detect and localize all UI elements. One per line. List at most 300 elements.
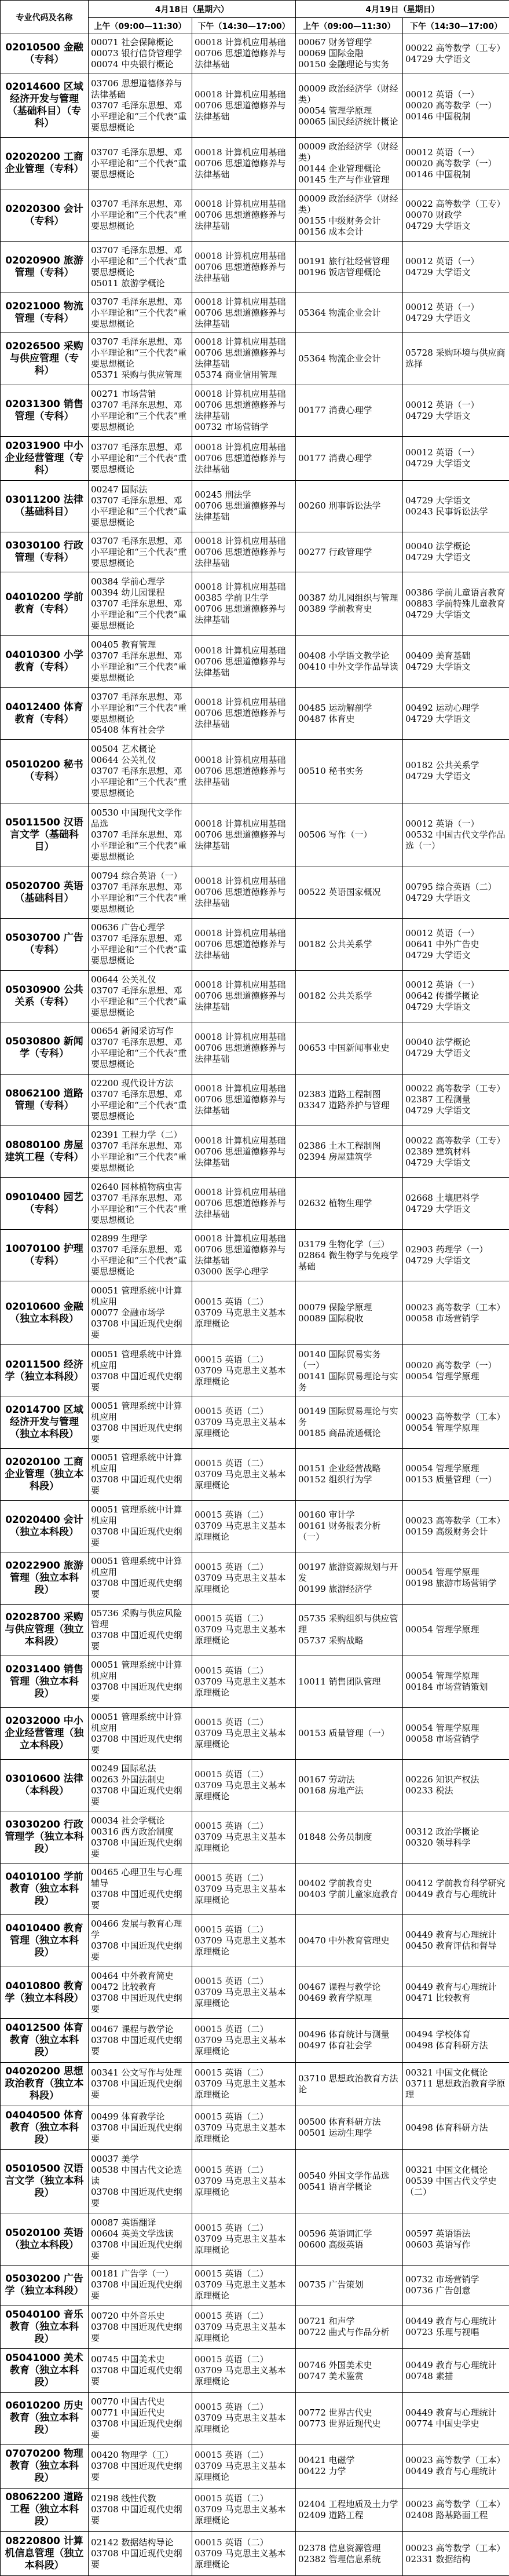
header-row-dates	[1, 1, 509, 18]
table-row	[1, 1967, 509, 2018]
table-row	[1, 1281, 509, 1345]
major-cell: 07070200 物理教育（独立本科段）	[1, 2445, 89, 2488]
exam-cell-day2-pm: 00494 学校体育 00498 体育科研方法	[403, 2019, 509, 2062]
exam-cell-day1-pm: 00018 计算机应用基础 00706 思想道德修养与法律基础 05374 商业信用管理	[192, 333, 296, 385]
exam-cell-day2-am: 02383 道路工程制图 03347 道路养护与管理	[296, 1074, 403, 1126]
exam-cell-day2-pm: 00182 公共关系学 04729 大学语文	[403, 739, 509, 803]
schedule-body	[1, 34, 509, 2576]
exam-cell-day2-pm: 00023 高等数学（工本） 00058 市场营销学	[403, 1281, 509, 1345]
exam-cell-day2-am: 00079 保险学原理 00089 国际税收	[296, 1281, 403, 1345]
exam-cell-day2-am: 00470 中外教育管理史	[296, 1915, 403, 1967]
table-row	[1, 189, 509, 241]
major-cell: 05030800 新闻学（专科）	[1, 1022, 89, 1074]
table-row	[1, 1811, 509, 1863]
exam-cell-day2-am: 00009 政治经济学（财经类） 00054 管理学原理 00065 国民经济统计概论	[296, 74, 403, 137]
table-row	[1, 739, 509, 803]
exam-cell-day1-am: 00087 英语翻译 00604 英美文学选读 03708 中国近现代史纲要	[89, 2213, 192, 2265]
exam-cell-day1-am: 00636 广告心理学 03707 毛泽东思想、邓小平理论和“三个代表”重要思想概论	[89, 919, 192, 970]
exam-cell-day2-am: 00067 财务管理学 00069 国际金融 00150 金融理论与实务	[296, 34, 403, 74]
exam-cell-day1-am: 03707 毛泽东思想、邓小平理论和“三个代表”重要思想概论	[89, 137, 192, 189]
exam-cell-day2-am: 02404 工程地质及土力学 02409 道路工程	[296, 2488, 403, 2531]
exam-cell-day1-am: 00051 管理系统中计算机应用 03708 中国近现代史纲要	[89, 1500, 192, 1552]
table-row	[1, 919, 509, 970]
exam-cell-day1-am: 03707 毛泽东思想、邓小平理论和“三个代表”重要思想概论	[89, 532, 192, 572]
exam-cell-day1-pm: 00018 计算机应用基础 00706 思想道德修养与法律基础	[192, 532, 296, 572]
exam-cell-day2-pm: 00449 教育与心理统计 00723 乐理与视唱	[403, 2305, 509, 2348]
exam-cell-day1-am: 00051 管理系统中计算机应用 03708 中国近现代史纲要	[89, 1449, 192, 1500]
major-cell: 02010600 金融（独立本科段）	[1, 1281, 89, 1345]
exam-cell-day2-am: 00177 消费心理学	[296, 385, 403, 436]
slot-header-day1-pm: 下午（14:30—17:00）	[192, 18, 296, 34]
table-row	[1, 2150, 509, 2213]
table-row	[1, 1915, 509, 1967]
table-row	[1, 688, 509, 739]
exam-cell-day1-am: 03707 毛泽东思想、邓小平理论和“三个代表”重要思想概论	[89, 293, 192, 333]
exam-cell-day2-pm: 00023 高等数学（工本） 00159 高级财务会计	[403, 1500, 509, 1552]
date-header-day2: 4月19日（星期日）	[296, 1, 509, 18]
exam-cell-day2-am: 02378 信息资源管理 02382 管理信息系统	[296, 2532, 403, 2576]
exam-cell-day2-pm: 05728 采购环境与供应商选择	[403, 333, 509, 385]
exam-cell-day1-pm: 00015 英语（二） 03709 马克思主义基本原理概论	[192, 1500, 296, 1552]
exam-cell-day2-pm: 00022 高等数学（工专） 02387 工程测量 04729 大学语文	[403, 1074, 509, 1126]
major-cell: 08080100 房屋建筑工程（专科）	[1, 1126, 89, 1177]
exam-cell-day1-pm: 00015 英语（二） 03709 马克思主义基本原理概论	[192, 1915, 296, 1967]
exam-cell-day2-pm: 00386 学前儿童语言教育 00883 学前特殊儿童教育 04729 大学语文	[403, 572, 509, 636]
exam-cell-day1-pm: 00018 计算机应用基础 00385 学前卫生学 00706 思想道德修养与法律基础	[192, 572, 296, 636]
major-column-header: 专业代码及名称	[1, 1, 89, 34]
exam-cell-day2-pm: 00012 英语（一） 00641 中外广告史 04729 大学语文	[403, 919, 509, 970]
table-row	[1, 2265, 509, 2305]
exam-cell-day1-am: 00420 物理学（工） 03708 中国近现代史纲要	[89, 2445, 192, 2488]
major-cell: 02028700 采购与供应管理（独立本科段）	[1, 1604, 89, 1656]
major-cell: 02011500 经济学（独立本科段）	[1, 1345, 89, 1397]
exam-cell-day1-pm: 00015 英语（二） 03709 马克思主义基本原理概论	[192, 1604, 296, 1656]
table-row	[1, 74, 509, 137]
exam-cell-day2-am: 00149 国际贸易理论与实务 00185 商品流通概论	[296, 1397, 403, 1448]
exam-cell-day1-pm: 00015 英语（二） 03709 马克思主义基本原理概论	[192, 2488, 296, 2531]
exam-cell-day1-pm: 00015 英语（二） 03709 马克思主义基本原理概论	[192, 2532, 296, 2576]
exam-cell-day2-pm: 00321 中国文化概论 00539 中国古代文学史（二）	[403, 2150, 509, 2213]
table-row	[1, 1500, 509, 1552]
exam-cell-day1-am: 00794 综合英语（一） 03707 毛泽东思想、邓小平理论和“三个代表”重要思想概论	[89, 867, 192, 918]
exam-cell-day2-pm: 00012 英语（一） 00532 中国古代文学作品选（一）	[403, 803, 509, 867]
exam-cell-day2-pm: 00321 中国文化概论 03711 思想政治教育学原理	[403, 2062, 509, 2106]
table-row	[1, 1229, 509, 1281]
major-cell: 05010200 秘书（专科）	[1, 739, 89, 803]
table-row	[1, 572, 509, 636]
exam-cell-day2-am: 00510 秘书实务	[296, 739, 403, 803]
exam-cell-day2-pm: 00732 市场营销学 00736 广告创意	[403, 2265, 509, 2305]
exam-cell-day1-pm: 00015 英语（二） 03709 马克思主义基本原理概论	[192, 2445, 296, 2488]
table-row	[1, 532, 509, 572]
exam-cell-day1-pm: 00018 计算机应用基础 00706 思想道德修养与法律基础	[192, 293, 296, 333]
exam-cell-day1-am: 00341 公文写作与处理 03708 中国近现代史纲要	[89, 2062, 192, 2106]
major-cell: 05020100 英语（独立本科段）	[1, 2213, 89, 2265]
exam-cell-day2-pm: 04729 大学语文 00243 民事诉讼法学	[403, 480, 509, 532]
exam-cell-day1-pm: 00018 计算机应用基础 00706 思想道德修养与法律基础	[192, 919, 296, 970]
exam-cell-day1-am: 00247 国际法 03707 毛泽东思想、邓小平理论和“三个代表”重要思想概论	[89, 480, 192, 532]
table-row	[1, 480, 509, 532]
exam-cell-day2-pm: 00054 管理学原理 00198 旅游市场营销学	[403, 1552, 509, 1604]
exam-cell-day1-pm: 00015 英语（二） 03709 马克思主义基本原理概论	[192, 1811, 296, 1863]
exam-cell-day2-am: 00596 英语词汇学 00600 高级英语	[296, 2213, 403, 2265]
major-cell: 04040500 体育教育（独立本科段）	[1, 2106, 89, 2150]
exam-cell-day1-am: 00051 管理系统中计算机应用 03708 中国近现代史纲要	[89, 1656, 192, 1708]
exam-cell-day2-am: 00260 刑事诉讼法学	[296, 480, 403, 532]
exam-cell-day2-pm: 00023 高等数学（工本） 00054 管理学原理	[403, 1397, 509, 1448]
exam-cell-day2-am: 00151 企业经营战略 00152 组织行为学	[296, 1449, 403, 1500]
exam-cell-day2-am: 00540 外国文学作品选 00541 语言学概论	[296, 2150, 403, 2213]
table-row	[1, 1604, 509, 1656]
exam-cell-day2-pm: 00022 高等数学（工专） 00070 财政学 04729 大学语文	[403, 189, 509, 241]
exam-cell-day2-pm: 00012 英语（一） 00642 传播学概论 04729 大学语文	[403, 970, 509, 1022]
exam-cell-day2-am: 02386 土木工程制图 02394 房屋建筑学	[296, 1126, 403, 1177]
major-cell: 02014600 区域经济开发与管理（基础科目）（专科）	[1, 74, 89, 137]
exam-cell-day1-am: 00464 中外教育简史 00472 比较教育 03708 中国近现代史纲要	[89, 1967, 192, 2018]
table-row	[1, 2213, 509, 2265]
exam-cell-day2-pm: 00312 政治学概论 00320 领导科学	[403, 1811, 509, 1863]
exam-cell-day2-am: 03179 生物化学（三） 02864 微生物学与免疫学基础	[296, 1229, 403, 1281]
major-cell: 10070100 护理（专科）	[1, 1229, 89, 1281]
major-cell: 02032000 中小企业经营管理（独立本科段）	[1, 1708, 89, 1759]
major-cell: 08062200 道路工程（独立本科段）	[1, 2488, 89, 2531]
exam-cell-day2-pm: 00054 管理学原理 00153 质量管理（一）	[403, 1449, 509, 1500]
exam-cell-day1-pm: 00018 计算机应用基础 00706 思想道德修养与法律基础	[192, 189, 296, 241]
major-cell: 04010400 教育管理（独立本科段）	[1, 1915, 89, 1967]
table-row	[1, 1552, 509, 1604]
table-row	[1, 137, 509, 189]
exam-cell-day1-am: 00720 中外音乐史 03708 中国近现代史纲要	[89, 2305, 192, 2348]
exam-cell-day2-am: 00522 英语国家概况	[296, 867, 403, 918]
exam-cell-day1-am: 00745 中国美术史 03708 中国近现代史纲要	[89, 2349, 192, 2392]
major-cell: 02031900 中小企业经营管理（专科）	[1, 437, 89, 480]
exam-cell-day2-am: 00387 幼儿园组织与管理 00389 学前教育史	[296, 572, 403, 636]
exam-cell-day1-am: 00504 艺术概论 00644 公关礼仪 03707 毛泽东思想、邓小平理论和“三个代表”重要思想概论	[89, 739, 192, 803]
table-row	[1, 293, 509, 333]
major-cell: 02022900 旅游管理（独立本科段）	[1, 1552, 89, 1604]
exam-cell-day1-pm: 00015 英语（二） 03709 马克思主义基本原理概论	[192, 1552, 296, 1604]
exam-cell-day1-pm: 00015 英语（二） 03709 马克思主义基本原理概论	[192, 2106, 296, 2150]
exam-cell-day1-pm: 00018 计算机应用基础 00706 思想道德修养与法律基础 00732 市场营销学	[192, 385, 296, 436]
exam-cell-day2-am: 02632 植物生理学	[296, 1178, 403, 1229]
major-cell: 05030700 广告（专科）	[1, 919, 89, 970]
exam-cell-day2-am: 00160 审计学 00161 财务报表分析（一）	[296, 1500, 403, 1552]
exam-cell-day1-am: 00051 管理系统中计算机应用 00077 金融市场学 03708 中国近现代史纲要	[89, 1281, 192, 1345]
major-cell: 05040100 音乐教育（独立本科段）	[1, 2305, 89, 2348]
exam-cell-day1-pm: 00018 计算机应用基础 00706 思想道德修养与法律基础	[192, 74, 296, 137]
exam-cell-day1-am: 00037 美学 00538 中国古代文论选读 03708 中国近现代史纲要	[89, 2150, 192, 2213]
exam-cell-day1-am: 00051 管理系统中计算机应用 03708 中国近现代史纲要	[89, 1552, 192, 1604]
exam-cell-day1-pm: 00018 计算机应用基础 00706 思想道德修养与法律基础	[192, 137, 296, 189]
exam-cell-day2-pm: 00012 英语（一） 00020 高等数学（一） 00146 中国税制	[403, 137, 509, 189]
slot-header-day2-pm: 下午（14:30—17:00）	[403, 18, 509, 34]
table-row	[1, 1074, 509, 1126]
exam-cell-day1-pm: 00015 英语（二） 03709 马克思主义基本原理概论	[192, 2150, 296, 2213]
table-row	[1, 1863, 509, 1914]
exam-cell-day2-pm: 00597 英语语法 00603 英语写作	[403, 2213, 509, 2265]
table-row	[1, 1397, 509, 1448]
major-cell: 05010500 汉语言文学（独立本科段）	[1, 2150, 89, 2213]
major-cell: 05030200 广告学（独立本科段）	[1, 2265, 89, 2305]
exam-cell-day1-pm: 00018 计算机应用基础 00706 思想道德修养与法律基础	[192, 635, 296, 687]
exam-cell-day1-am: 02198 线性代数 03708 中国近现代史纲要	[89, 2488, 192, 2531]
exam-cell-day2-am: 00277 行政管理学	[296, 532, 403, 572]
table-row	[1, 2062, 509, 2106]
exam-cell-day2-pm: 00795 综合英语（二） 04729 大学语文	[403, 867, 509, 918]
exam-cell-day1-am: 03707 毛泽东思想、邓小平理论和“三个代表”重要思想概论 05408 体育社会学	[89, 688, 192, 739]
exam-cell-day2-pm: 00040 法学概论 04729 大学语文	[403, 1022, 509, 1074]
exam-cell-day1-am: 02200 现代设计方法 03707 毛泽东思想、邓小平理论和“三个代表”重要思想概论	[89, 1074, 192, 1126]
exam-cell-day2-pm: 00012 英语（一） 04729 大学语文	[403, 437, 509, 480]
table-row	[1, 1759, 509, 1811]
major-cell: 02020300 会计（专科）	[1, 189, 89, 241]
exam-cell-day2-am: 00746 外国美术史 00747 美术鉴赏	[296, 2349, 403, 2392]
exam-cell-day1-pm: 00018 计算机应用基础 00706 思想道德修养与法律基础	[192, 739, 296, 803]
major-cell: 02020900 旅游管理（专科）	[1, 241, 89, 293]
major-cell: 04010800 教育学（独立本科段）	[1, 1967, 89, 2018]
exam-cell-day2-am: 01848 公务员制度	[296, 1811, 403, 1863]
exam-cell-day2-pm: 02903 药理学（一） 04729 大学语文	[403, 1229, 509, 1281]
major-cell: 02020200 工商企业管理（专科）	[1, 137, 89, 189]
exam-cell-day1-am: 02640 园林植物病虫害 03707 毛泽东思想、邓小平理论和“三个代表”重要思想概论	[89, 1178, 192, 1229]
exam-cell-day2-am: 05364 物流企业会计	[296, 293, 403, 333]
exam-cell-day1-pm: 00018 计算机应用基础 00706 思想道德修养与法律基础	[192, 1126, 296, 1177]
exam-cell-day2-pm: 00409 美育基础 04729 大学语文	[403, 635, 509, 687]
exam-cell-day2-am: 00421 电磁学 00422 力学	[296, 2445, 403, 2488]
exam-cell-day2-am: 00140 国际贸易实务（一） 00141 国际贸易理论与实务	[296, 1345, 403, 1397]
exam-cell-day1-am: 00466 发展与教育心理学 03708 中国近现代史纲要	[89, 1915, 192, 1967]
exam-cell-day2-am: 00772 世界古代史 00773 世界近现代史	[296, 2392, 403, 2444]
exam-cell-day2-am: 00402 学前教育史 00403 学前儿童家庭教育	[296, 1863, 403, 1914]
major-cell: 02020100 工商企业管理（独立本科段）	[1, 1449, 89, 1500]
exam-cell-day1-pm: 00018 计算机应用基础 00706 思想道德修养与法律基础	[192, 867, 296, 918]
exam-cell-day1-pm: 00015 英语（二） 03709 马克思主义基本原理概论	[192, 2213, 296, 2265]
table-row	[1, 1022, 509, 1074]
exam-cell-day1-am: 03707 毛泽东思想、邓小平理论和“三个代表”重要思想概论 05371 采购与供应管理	[89, 333, 192, 385]
major-cell: 04010100 学前教育（独立本科段）	[1, 1863, 89, 1914]
slot-header-day2-am: 上午（09:00—11:30）	[296, 18, 403, 34]
major-cell: 05020700 英语（基础科目）	[1, 867, 89, 918]
exam-cell-day2-am: 00653 中国新闻事业史	[296, 1022, 403, 1074]
exam-cell-day1-am: 00384 学前心理学 00394 幼儿园课程 03707 毛泽东思想、邓小平理论和“三个代表”重要思想概论	[89, 572, 192, 636]
exam-cell-day1-am: 00530 中国现代文学作品选 03707 毛泽东思想、邓小平理论和“三个代表”重要思想概论	[89, 803, 192, 867]
exam-cell-day2-pm: 00020 高等数学（一） 00054 管理学原理	[403, 1345, 509, 1397]
major-cell: 02014700 区域经济开发与管理（独立本科段）	[1, 1397, 89, 1448]
exam-cell-day1-pm: 00015 英语（二） 03709 马克思主义基本原理概论	[192, 1449, 296, 1500]
exam-cell-day1-am: 03707 毛泽东思想、邓小平理论和“三个代表”重要思想概论 05011 旅游学概论	[89, 241, 192, 293]
exam-cell-day2-pm: 00449 教育与心理统计 00774 中国史学史	[403, 2392, 509, 2444]
exam-cell-day2-am: 00009 政治经济学（财经类） 00144 企业管理概论 00145 生产与作业管理	[296, 137, 403, 189]
table-row	[1, 2488, 509, 2531]
exam-cell-day1-pm: 00018 计算机应用基础 00706 思想道德修养与法律基础	[192, 803, 296, 867]
exam-cell-day1-pm: 00015 英语（二） 03709 马克思主义基本原理概论	[192, 1708, 296, 1759]
exam-cell-day1-pm: 00015 英语（二） 03709 马克思主义基本原理概论	[192, 2305, 296, 2348]
exam-cell-day1-am: 02391 工程力学（二） 03707 毛泽东思想、邓小平理论和“三个代表”重要思想概论	[89, 1126, 192, 1177]
exam-cell-day1-am: 00034 社会学概论 00316 西方政治制度 03708 中国近现代史纲要	[89, 1811, 192, 1863]
exam-cell-day2-am: 00496 体育统计与测量 00497 体育社会学	[296, 2019, 403, 2062]
table-row	[1, 1449, 509, 1500]
exam-cell-day2-am: 00182 公共关系学	[296, 970, 403, 1022]
exam-cell-day2-pm: 00449 教育与心理统计 00748 素描	[403, 2349, 509, 2392]
exam-cell-day2-pm: 00012 英语（一） 04729 大学语文	[403, 293, 509, 333]
exam-cell-day1-am: 00271 市场营销 03707 毛泽东思想、邓小平理论和“三个代表”重要思想概论	[89, 385, 192, 436]
major-cell: 04010200 学前教育（专科）	[1, 572, 89, 636]
table-row	[1, 333, 509, 385]
exam-cell-day1-pm: 00018 计算机应用基础 00706 思想道德修养与法律基础	[192, 1178, 296, 1229]
exam-cell-day1-am: 00405 教育管理 03707 毛泽东思想、邓小平理论和“三个代表”重要思想概论	[89, 635, 192, 687]
table-row	[1, 970, 509, 1022]
exam-cell-day1-pm: 00018 计算机应用基础 00706 思想道德修养与法律基础	[192, 437, 296, 480]
major-cell: 05041000 美术教育（独立本科段）	[1, 2349, 89, 2392]
major-cell: 03010600 法律（本科段）	[1, 1759, 89, 1811]
exam-cell-day2-pm: 00023 高等数学（工本） 00449 教育与心理统计	[403, 2445, 509, 2488]
exam-cell-day1-am: 00644 公关礼仪 03707 毛泽东思想、邓小平理论和“三个代表”重要思想概论	[89, 970, 192, 1022]
exam-cell-day1-am: 05736 采购与供应风险管理 03708 中国近现代史纲要	[89, 1604, 192, 1656]
exam-cell-day2-pm: 00449 教育与心理统计 00450 教育评估和督导	[403, 1915, 509, 1967]
exam-cell-day1-am: 00770 中国古代史 00771 中国近代史 03708 中国近现代史纲要	[89, 2392, 192, 2444]
exam-cell-day1-pm: 00015 英语（二） 03709 马克思主义基本原理概论	[192, 1656, 296, 1708]
table-row	[1, 1708, 509, 1759]
exam-cell-day1-am: 00181 广告学（一） 03708 中国近现代史纲要	[89, 2265, 192, 2305]
exam-cell-day1-pm: 00015 英语（二） 03709 马克思主义基本原理概论	[192, 1281, 296, 1345]
exam-cell-day1-pm: 00015 英语（二） 03709 马克思主义基本原理概论	[192, 2349, 296, 2392]
exam-cell-day1-pm: 00018 计算机应用基础 00706 思想道德修养与法律基础	[192, 970, 296, 1022]
exam-cell-day1-pm: 00018 计算机应用基础 00706 思想道德修养与法律基础	[192, 34, 296, 74]
table-row	[1, 241, 509, 293]
exam-cell-day1-am: 00249 国际私法 00263 外国法制史 03708 中国近现代史纲要	[89, 1759, 192, 1811]
exam-cell-day1-pm: 00015 英语（二） 03709 马克思主义基本原理概论	[192, 2265, 296, 2305]
exam-cell-day2-am: 00506 写作（一）	[296, 803, 403, 867]
major-cell: 02026500 采购与供应管理（专科）	[1, 333, 89, 385]
table-row	[1, 1126, 509, 1177]
table-row	[1, 2305, 509, 2348]
major-cell: 08062100 道路管理（专科）	[1, 1074, 89, 1126]
table-row	[1, 2106, 509, 2150]
exam-cell-day1-am: 00654 新闻采访写作 03707 毛泽东思想、邓小平理论和“三个代表”重要思想概论	[89, 1022, 192, 1074]
exam-cell-day2-am: 00197 旅游资源规划与开发 00199 旅游经济学	[296, 1552, 403, 1604]
exam-cell-day2-am: 00485 运动解剖学 00487 体育史	[296, 688, 403, 739]
exam-cell-day1-pm: 00015 英语（二） 03709 马克思主义基本原理概论	[192, 1759, 296, 1811]
major-cell: 03030200 行政管理学（独立本科段）	[1, 1811, 89, 1863]
exam-cell-day1-am: 00071 社会保障概论 00073 银行信贷管理学 00074 中央银行概论	[89, 34, 192, 74]
exam-cell-day1-am: 02899 生理学 03707 毛泽东思想、邓小平理论和“三个代表”重要思想概论	[89, 1229, 192, 1281]
table-row	[1, 635, 509, 687]
major-cell: 02010500 金融（专科）	[1, 34, 89, 74]
exam-cell-day2-pm: 00012 英语（一） 04729 大学语文	[403, 241, 509, 293]
major-cell: 02031300 销售管理（专科）	[1, 385, 89, 436]
exam-cell-day1-am: 03707 毛泽东思想、邓小平理论和“三个代表”重要思想概论	[89, 189, 192, 241]
exam-cell-day2-am: 00500 体育科研方法 00501 运动生理学	[296, 2106, 403, 2150]
exam-cell-day1-pm: 00018 计算机应用基础 00706 思想道德修养与法律基础	[192, 1022, 296, 1074]
exam-cell-day2-am: 00191 旅行社经营管理 00196 饭店管理概论	[296, 241, 403, 293]
exam-cell-day1-am: 00051 管理系统中计算机应用 03708 中国近现代史纲要	[89, 1397, 192, 1448]
major-cell: 02031400 销售管理（独立本科段）	[1, 1656, 89, 1708]
table-row	[1, 2019, 509, 2062]
major-cell: 02020400 会计（独立本科段）	[1, 1500, 89, 1552]
major-cell: 05030900 公共关系（专科）	[1, 970, 89, 1022]
exam-cell-day2-am: 00408 小学语文教学论 00410 中外文学作品导读	[296, 635, 403, 687]
exam-cell-day1-am: 00051 管理系统中计算机应用 03708 中国近现代史纲要	[89, 1345, 192, 1397]
exam-cell-day1-pm: 00018 计算机应用基础 00706 思想道德修养与法律基础	[192, 1074, 296, 1126]
exam-cell-day2-am: 00721 和声学 00722 曲式与作品分析	[296, 2305, 403, 2348]
table-row	[1, 1178, 509, 1229]
exam-cell-day2-pm: 00498 体育科研方法	[403, 2106, 509, 2150]
major-cell: 03030100 行政管理（专科）	[1, 532, 89, 572]
table-row	[1, 803, 509, 867]
table-row	[1, 385, 509, 436]
table-row	[1, 1656, 509, 1708]
exam-cell-day2-am: 10011 销售团队管理	[296, 1656, 403, 1708]
major-cell: 04012400 体育教育（专科）	[1, 688, 89, 739]
exam-cell-day2-am: 00177 消费心理学	[296, 437, 403, 480]
exam-cell-day2-pm: 00054 管理学原理 00184 市场营销策划	[403, 1656, 509, 1708]
exam-cell-day2-pm: 00412 学前教育科学研究 00449 教育与心理统计	[403, 1863, 509, 1914]
date-header-day1: 4月18日（星期六）	[89, 1, 296, 18]
exam-cell-day1-pm: 00015 英语（二） 03709 马克思主义基本原理概论	[192, 2392, 296, 2444]
table-row	[1, 2392, 509, 2444]
exam-cell-day1-pm: 00018 计算机应用基础 00706 思想道德修养与法律基础	[192, 688, 296, 739]
exam-cell-day2-pm: 00022 高等数学（工专） 04729 大学语文	[403, 34, 509, 74]
exam-cell-day2-am: 00167 劳动法 00168 房地产法	[296, 1759, 403, 1811]
table-row	[1, 867, 509, 918]
exam-cell-day2-am: 00153 质量管理（一）	[296, 1708, 403, 1759]
exam-cell-day1-pm: 00018 计算机应用基础 00706 思想道德修养与法律基础 03000 医学心理学	[192, 1229, 296, 1281]
major-cell: 02021000 物流管理（专科）	[1, 293, 89, 333]
table-row	[1, 2532, 509, 2576]
major-cell: 06010200 历史教育（独立本科段）	[1, 2392, 89, 2444]
exam-cell-day2-pm: 00492 运动心理学 04729 大学语文	[403, 688, 509, 739]
exam-cell-day2-pm: 00012 英语（一） 04729 大学语文	[403, 385, 509, 436]
exam-cell-day1-am: 03706 思想道德修养与法律基础 03707 毛泽东思想、邓小平理论和“三个代表”重要思想概论	[89, 74, 192, 137]
exam-cell-day1-am: 00499 体育教学论 03708 中国近现代史纲要	[89, 2106, 192, 2150]
exam-cell-day1-am: 03707 毛泽东思想、邓小平理论和“三个代表”重要思想概论	[89, 437, 192, 480]
exam-cell-day2-pm: 00023 高等数学（工本） 02408 路基路面工程	[403, 2488, 509, 2531]
exam-cell-day1-am: 02142 数据结构导论 03708 中国近现代史纲要	[89, 2532, 192, 2576]
exam-cell-day2-am: 00009 政治经济学（财经类） 00155 中级财务会计 00156 成本会计	[296, 189, 403, 241]
table-row	[1, 2445, 509, 2488]
exam-cell-day2-pm: 00012 英语（一） 00020 高等数学（一） 00146 中国税制	[403, 74, 509, 137]
major-cell: 09010400 园艺（专科）	[1, 1178, 89, 1229]
exam-cell-day2-am: 00467 课程与教学论 00469 教育学原理	[296, 1967, 403, 2018]
major-cell: 04010300 小学教育（专科）	[1, 635, 89, 687]
exam-cell-day1-pm: 00015 英语（二） 03709 马克思主义基本原理概论	[192, 2062, 296, 2106]
exam-cell-day2-pm: 02668 土壤肥料学 04729 大学语文	[403, 1178, 509, 1229]
table-row	[1, 1345, 509, 1397]
exam-cell-day1-pm: 00015 英语（二） 03709 马克思主义基本原理概论	[192, 1863, 296, 1914]
exam-cell-day1-am: 00051 管理系统中计算机应用 03708 中国近现代史纲要	[89, 1708, 192, 1759]
table-row	[1, 2349, 509, 2392]
exam-cell-day2-pm: 00040 法学概论 04729 大学语文	[403, 532, 509, 572]
exam-cell-day2-pm: 00054 管理学原理 00058 市场营销学	[403, 1708, 509, 1759]
table-row	[1, 437, 509, 480]
exam-cell-day2-pm: 00054 管理学原理	[403, 1604, 509, 1656]
exam-cell-day1-pm: 00015 英语（二） 03709 马克思主义基本原理概论	[192, 2019, 296, 2062]
exam-cell-day2-pm: 00022 高等数学（工专） 02389 建筑材料 04729 大学语文	[403, 1126, 509, 1177]
exam-cell-day2-pm: 00449 教育与心理统计 00471 比较教育	[403, 1967, 509, 2018]
major-cell: 03011200 法律（基础科目）	[1, 480, 89, 532]
exam-cell-day2-am: 05364 物流企业会计	[296, 333, 403, 385]
major-cell: 04012500 体育教育（独立本科段）	[1, 2019, 89, 2062]
exam-cell-day2-am: 00735 广告策划	[296, 2265, 403, 2305]
exam-cell-day1-am: 00467 课程与教学论 03708 中国近现代史纲要	[89, 2019, 192, 2062]
exam-cell-day2-am: 00182 公共关系学	[296, 919, 403, 970]
major-cell: 05011500 汉语言文学（基础科目）	[1, 803, 89, 867]
exam-cell-day2-pm: 00023 高等数学（工本） 02331 数据结构	[403, 2532, 509, 2576]
exam-cell-day1-pm: 00015 英语（二） 03709 马克思主义基本原理概论	[192, 1397, 296, 1448]
exam-cell-day2-pm: 00226 知识产权法 00233 税法	[403, 1759, 509, 1811]
table-row	[1, 34, 509, 74]
exam-cell-day2-am: 05735 采购组织与供应管理 05737 采购战略	[296, 1604, 403, 1656]
